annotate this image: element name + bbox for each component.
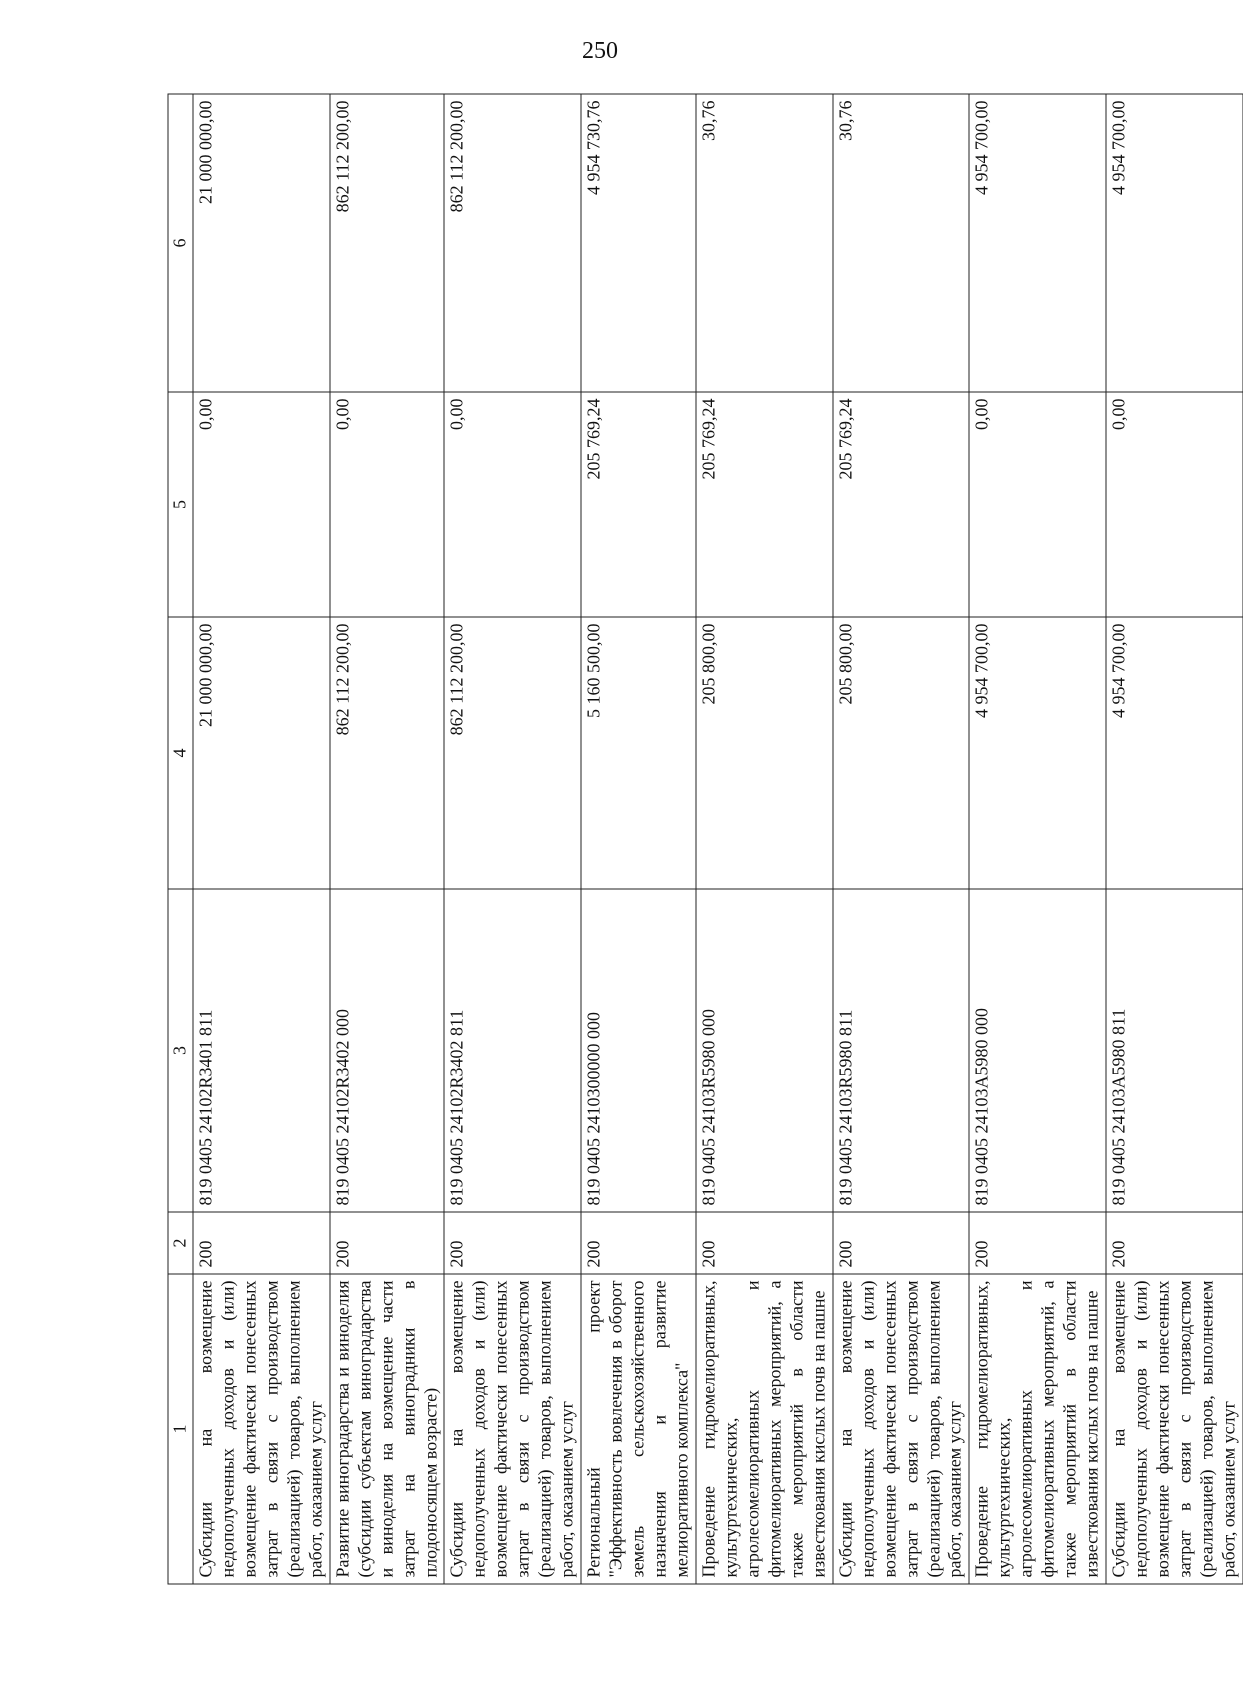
amount-col4-cell: 21 000 000,00 [193,617,330,889]
header-cell-3: 3 [168,889,193,1212]
kbk-cell: 819 0405 2410300000 000 [581,889,696,1212]
amount-col6-cell: 4 954 700,00 [1106,94,1243,392]
header-cell-4: 4 [168,617,193,889]
description-cell: Развитие виноградарства и виноделия (субсидии субъектам виноградарства и виноделия на возмещение части затрат на виноградники в плодоносящем возрасте) [330,1274,445,1584]
table-row [193,94,330,1584]
header-cell-6: 6 [168,94,193,392]
amount-col5-cell: 205 769,24 [833,392,970,617]
amount-col5-cell: 0,00 [1106,392,1243,617]
kbk-cell: 819 0405 24103A5980 000 [969,889,1106,1212]
kbk-cell: 819 0405 24102R3402 000 [330,889,445,1212]
code-cell: 200 [581,1212,696,1274]
code-cell: 200 [444,1212,581,1274]
code-cell: 200 [969,1212,1106,1274]
code-cell: 200 [696,1212,833,1274]
table-row [581,94,696,1584]
kbk-cell: 819 0405 24102R3401 811 [193,889,330,1212]
amount-col4-cell: 205 800,00 [696,617,833,889]
amount-col6-cell: 4 954 700,00 [969,94,1106,392]
rotated-table-container [168,95,1239,1585]
amount-col4-cell: 4 954 700,00 [969,617,1106,889]
description-cell: Проведение гидромелиоративных, культуртехнических, агролесомелиоративных и фитомелиоративных мероприятий, а также мероприятий в области известкования кислых почв на пашне [696,1274,833,1584]
page-number: 250 [582,38,618,64]
header-cell-5: 5 [168,392,193,617]
table-header-row [168,94,193,1584]
amount-col6-cell: 21 000 000,00 [193,94,330,392]
amount-col5-cell: 0,00 [969,392,1106,617]
amount-col5-cell: 0,00 [330,392,445,617]
table-row [969,94,1106,1584]
budget-table [168,94,1243,1585]
amount-col6-cell: 30,76 [833,94,970,392]
table-row [330,94,445,1584]
kbk-cell: 819 0405 24103R5980 000 [696,889,833,1212]
amount-col6-cell: 4 954 730,76 [581,94,696,392]
table-row [833,94,970,1584]
description-cell: Региональный проект "Эффективность вовлечения в оборот земель сельскохозяйственного назначения и развитие мелиоративного комплекса" [581,1274,696,1584]
code-cell: 200 [1106,1212,1243,1274]
amount-col6-cell: 862 112 200,00 [444,94,581,392]
amount-col5-cell: 0,00 [444,392,581,617]
header-cell-1: 1 [168,1274,193,1584]
code-cell: 200 [833,1212,970,1274]
amount-col5-cell: 0,00 [193,392,330,617]
description-cell: Субсидии на возмещение недополученных доходов и (или) возмещение фактически понесенных затрат в связи с производством (реализацией) товаров, выполнением работ, оказанием услуг [833,1274,970,1584]
amount-col4-cell: 5 160 500,00 [581,617,696,889]
header-cell-2: 2 [168,1212,193,1274]
amount-col6-cell: 30,76 [696,94,833,392]
amount-col4-cell: 862 112 200,00 [444,617,581,889]
code-cell: 200 [193,1212,330,1274]
amount-col4-cell: 4 954 700,00 [1106,617,1243,889]
kbk-cell: 819 0405 24103A5980 811 [1106,889,1243,1212]
description-cell: Субсидии на возмещение недополученных доходов и (или) возмещение фактически понесенных затрат в связи с производством (реализацией) товаров, выполнением работ, оказанием услуг [444,1274,581,1584]
table-row [1106,94,1243,1584]
table-row [696,94,833,1584]
table-row [444,94,581,1584]
code-cell: 200 [330,1212,445,1274]
amount-col5-cell: 205 769,24 [581,392,696,617]
description-cell: Субсидии на возмещение недополученных доходов и (или) возмещение фактически понесенных затрат в связи с производством (реализацией) товаров, выполнением работ, оказанием услуг [193,1274,330,1584]
amount-col4-cell: 205 800,00 [833,617,970,889]
kbk-cell: 819 0405 24102R3402 811 [444,889,581,1212]
amount-col4-cell: 862 112 200,00 [330,617,445,889]
kbk-cell: 819 0405 24103R5980 811 [833,889,970,1212]
description-cell: Субсидии на возмещение недополученных доходов и (или) возмещение фактически понесенных затрат в связи с производством (реализацией) товаров, выполнением работ, оказанием услуг [1106,1274,1243,1584]
description-cell: Проведение гидромелиоративных, культуртехнических, агролесомелиоративных и фитомелиоративных мероприятий, а также мероприятий в области известкования кислых почв на пашне [969,1274,1106,1584]
amount-col6-cell: 862 112 200,00 [330,94,445,392]
amount-col5-cell: 205 769,24 [696,392,833,617]
